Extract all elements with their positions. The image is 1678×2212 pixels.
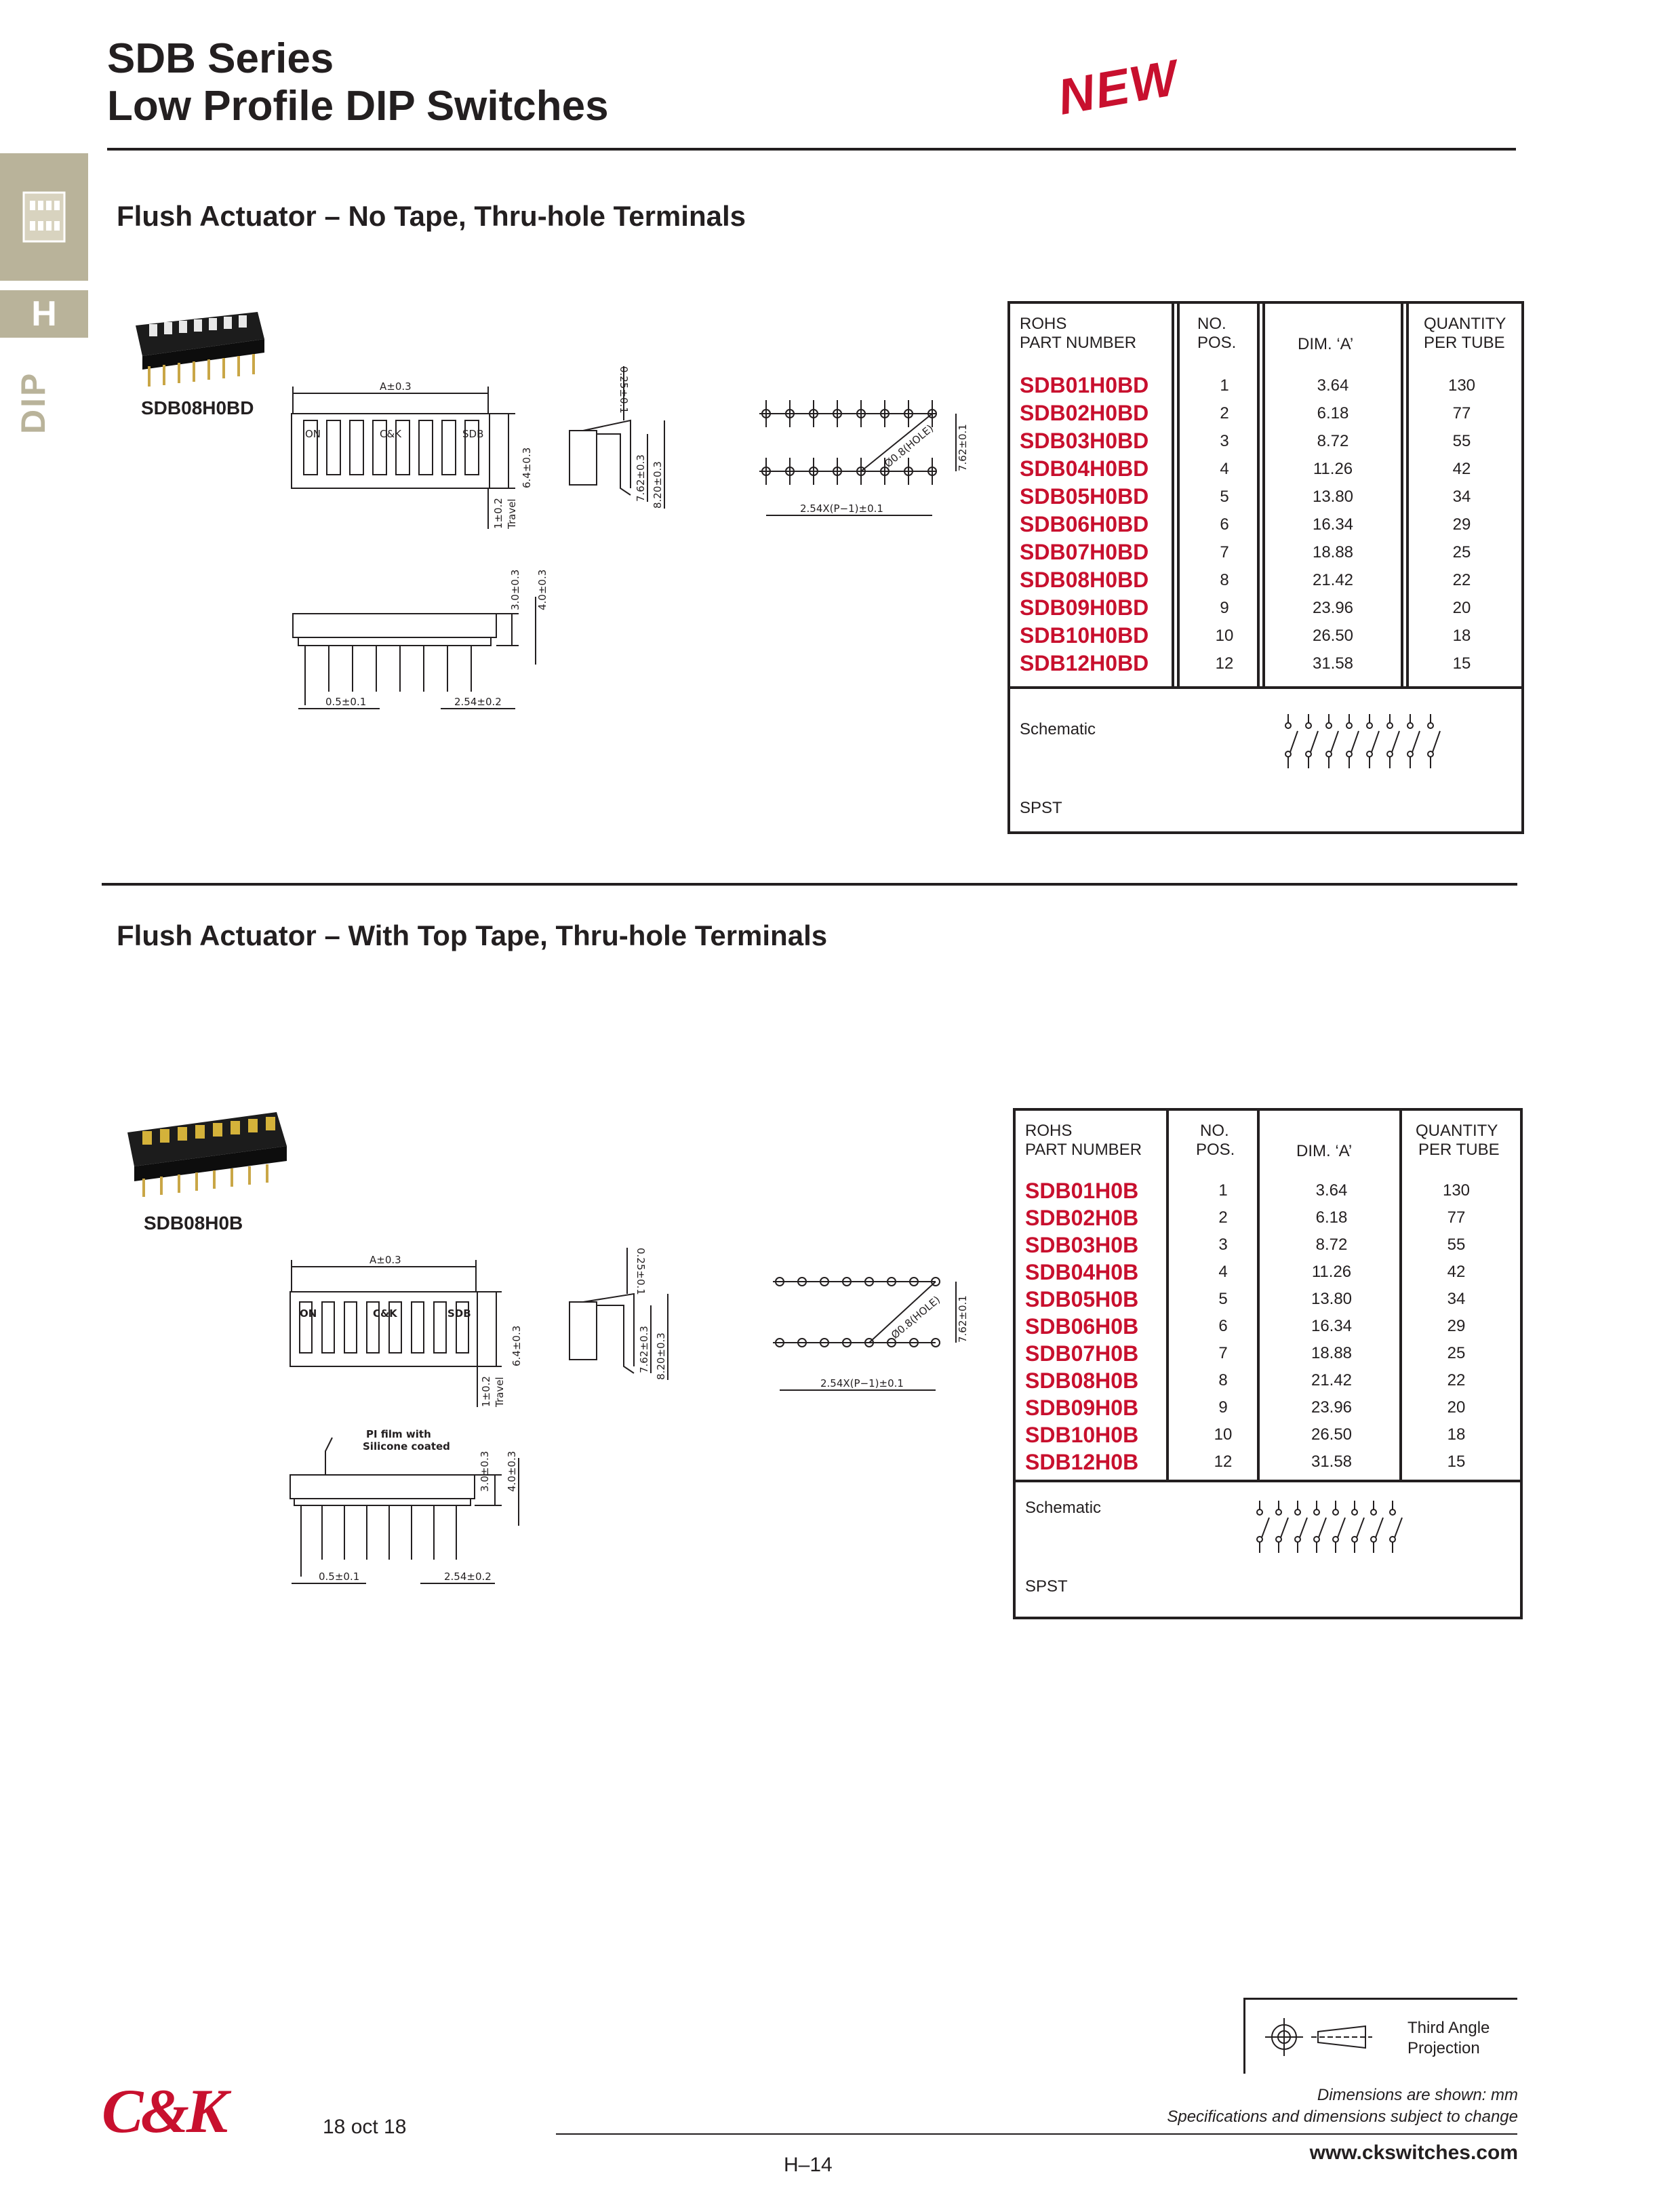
dim-a: 16.34 [1312, 515, 1354, 534]
h1-label: 3.0±0.3 [509, 569, 521, 610]
positions: 3 [1220, 432, 1229, 450]
circuit-type-label: SPST [1025, 1577, 1068, 1596]
projection-top-rule [1243, 1998, 1517, 2000]
projection-left-rule [1243, 1998, 1245, 2074]
qty-per-tube: 130 [1442, 1181, 1471, 1200]
spec-note: Specifications and dimensions subject to change [1167, 2108, 1518, 2126]
qty-per-tube: 15 [1452, 654, 1471, 673]
positions: 5 [1220, 488, 1229, 506]
qty-per-tube: 18 [1447, 1425, 1466, 1444]
qty-per-tube: 29 [1452, 515, 1471, 534]
table-row [1025, 1231, 1520, 1259]
h1-label: 3.0±0.3 [479, 1450, 491, 1492]
positions: 6 [1218, 1317, 1228, 1335]
qty-per-tube: 25 [1452, 543, 1471, 561]
positions: 10 [1215, 627, 1234, 645]
qty-per-tube: 22 [1447, 1371, 1466, 1389]
part-number[interactable]: SDB04H0B [1025, 1260, 1139, 1284]
qty-per-tube: 42 [1452, 460, 1471, 478]
table-row [1020, 650, 1521, 677]
section-divider [102, 883, 1517, 886]
section2-title: Flush Actuator – With Top Tape, Thru-hole Terminals [117, 920, 828, 951]
pitch-label: 2.54X(P−1)±0.1 [820, 1377, 904, 1389]
qty-per-tube: 55 [1452, 432, 1471, 450]
h2-label: 4.0±0.3 [506, 1450, 518, 1492]
ck-logo: C&K [102, 2076, 226, 2146]
qty-per-tube: 55 [1447, 1236, 1466, 1254]
print-date: 18 oct 18 [323, 2116, 407, 2138]
positions: 10 [1214, 1425, 1233, 1444]
part-number[interactable]: SDB02H0BD [1020, 401, 1149, 425]
header-quantity: QUANTITY [1416, 1122, 1498, 1140]
part-number[interactable]: SDB05H0B [1025, 1287, 1139, 1311]
qty-per-tube: 22 [1452, 571, 1471, 589]
brand-label: C&K [380, 428, 402, 440]
page-title-line1: SDB Series [107, 35, 334, 82]
projection-label-2: Projection [1407, 2039, 1480, 2057]
row-label-b: 8.20±0.3 [652, 461, 664, 509]
positions: 2 [1220, 404, 1229, 422]
table-row [1025, 1286, 1520, 1313]
part-number[interactable]: SDB10H0B [1025, 1423, 1139, 1447]
section1-title: Flush Actuator – No Tape, Thru-hole Terminals [117, 200, 746, 232]
dim-a: 31.58 [1312, 654, 1354, 673]
table-row [1020, 538, 1521, 566]
on-label: ON [300, 1307, 317, 1320]
dim-a-label: A±0.3 [369, 1254, 401, 1266]
header-part-number: PART NUMBER [1025, 1141, 1142, 1159]
product-label-2: SDB08H0B [144, 1212, 243, 1233]
header-part-number: PART NUMBER [1020, 334, 1137, 352]
part-number[interactable]: SDB07H0BD [1020, 540, 1149, 564]
header-dim: DIM. ‘A’ [1296, 1142, 1353, 1160]
qty-per-tube: 20 [1447, 1398, 1466, 1417]
row-spacing-label: 7.62±0.1 [957, 1295, 969, 1343]
positions: 8 [1218, 1371, 1228, 1389]
thickness-label: 0.25±0.1 [635, 1248, 647, 1295]
part-number[interactable]: SDB01H0B [1025, 1179, 1139, 1203]
hole-label: Ø0.8(HOLE) [882, 422, 936, 471]
qty-per-tube: 34 [1452, 488, 1471, 506]
dim-a: 6.18 [1317, 404, 1349, 422]
product-label-1: SDB08H0BD [141, 397, 254, 418]
travel-label-b: Travel [506, 498, 518, 529]
qty-per-tube: 77 [1452, 404, 1471, 422]
dim-a: 8.72 [1315, 1236, 1348, 1254]
dim-a: 26.50 [1312, 627, 1354, 645]
footer-rule [556, 2133, 1517, 2135]
part-number[interactable]: SDB01H0BD [1020, 373, 1149, 397]
table-row [1025, 1448, 1520, 1476]
table-row [1025, 1367, 1520, 1394]
positions: 3 [1218, 1236, 1228, 1254]
dip-switch-icon [0, 153, 88, 281]
part-number[interactable]: SDB08H0BD [1020, 568, 1149, 592]
dim-a: 8.72 [1317, 432, 1349, 450]
part-number[interactable]: SDB04H0BD [1020, 456, 1149, 481]
part-number[interactable]: SDB09H0BD [1020, 595, 1149, 620]
table-row [1025, 1421, 1520, 1448]
part-number[interactable]: SDB12H0B [1025, 1450, 1139, 1474]
dim-a: 11.26 [1313, 460, 1353, 478]
table-body-2 [1025, 1177, 1520, 1476]
part-number[interactable]: SDB09H0B [1025, 1396, 1139, 1420]
positions: 4 [1218, 1263, 1228, 1281]
table-row [1020, 372, 1521, 399]
height-label: 6.4±0.3 [521, 447, 533, 488]
row-rule [1010, 686, 1521, 689]
table-row [1025, 1313, 1520, 1340]
dim-a: 11.26 [1311, 1263, 1352, 1281]
dim-a: 6.18 [1315, 1208, 1348, 1227]
table-row [1020, 594, 1521, 622]
series-label: SDB [462, 428, 484, 440]
dim-a: 13.80 [1311, 1290, 1353, 1308]
dim-a: 3.64 [1317, 376, 1349, 395]
mechanical-drawing-1 [285, 353, 970, 719]
positions: 1 [1218, 1181, 1228, 1200]
positions: 12 [1214, 1453, 1233, 1471]
pin-pitch-label: 2.54±0.2 [454, 696, 502, 708]
dim-a: 23.96 [1311, 1398, 1353, 1417]
row-label-a: 7.62±0.3 [635, 454, 647, 502]
third-angle-projection-icon [1264, 2017, 1372, 2057]
schematic-label: Schematic [1025, 1499, 1102, 1517]
sidebar-tab-letter[interactable]: H [0, 290, 88, 338]
positions: 9 [1220, 599, 1229, 617]
header-rule [107, 148, 1516, 151]
part-number[interactable]: SDB06H0BD [1020, 512, 1149, 536]
dim-a: 26.50 [1311, 1425, 1353, 1444]
table-row [1020, 483, 1521, 511]
pin-pitch-label: 2.54±0.2 [444, 1571, 492, 1583]
product-photo-1 [129, 298, 271, 393]
positions: 6 [1220, 515, 1229, 534]
part-number[interactable]: SDB08H0B [1025, 1368, 1139, 1393]
part-number[interactable]: SDB03H0BD [1020, 429, 1149, 453]
dim-a: 3.64 [1315, 1181, 1348, 1200]
projection-box [1243, 1998, 1517, 2074]
product-photo-2 [121, 1099, 297, 1200]
circuit-type-label: SPST [1020, 799, 1062, 817]
qty-per-tube: 25 [1447, 1344, 1466, 1362]
header-pos: POS. [1197, 334, 1237, 352]
qty-per-tube: 77 [1447, 1208, 1466, 1227]
schematic-label: Schematic [1020, 720, 1096, 738]
positions: 7 [1220, 543, 1229, 561]
positions: 7 [1218, 1344, 1228, 1362]
qty-per-tube: 34 [1447, 1290, 1466, 1308]
mechanical-drawing-2 [285, 1234, 970, 1614]
travel-label-b: Travel [494, 1377, 506, 1407]
positions: 5 [1218, 1290, 1228, 1308]
new-badge: NEW [1054, 49, 1183, 125]
dim-a: 18.88 [1311, 1344, 1353, 1362]
part-table-2 [1013, 1108, 1523, 1619]
dim-a: 18.88 [1312, 543, 1354, 561]
header-dim: DIM. ‘A’ [1298, 335, 1354, 353]
dim-a: 23.96 [1312, 599, 1354, 617]
spst-schematic-icon [1253, 1497, 1429, 1565]
part-number[interactable]: SDB05H0BD [1020, 484, 1149, 509]
film-label-a: PI film with [366, 1428, 431, 1440]
table-row [1020, 622, 1521, 650]
table-row [1025, 1177, 1520, 1204]
part-table-1 [1007, 301, 1524, 834]
page-number: H–14 [784, 2154, 833, 2176]
dim-a: 16.34 [1311, 1317, 1353, 1335]
travel-label-a: 1±0.2 [492, 498, 504, 529]
qty-per-tube: 20 [1452, 599, 1471, 617]
dim-a: 21.42 [1312, 571, 1354, 589]
pin-width-label: 0.5±0.1 [319, 1571, 360, 1583]
row-spacing-label: 7.62±0.1 [957, 424, 969, 471]
table-row [1025, 1204, 1520, 1231]
positions: 4 [1220, 460, 1229, 478]
qty-per-tube: 29 [1447, 1317, 1466, 1335]
header-rohs: ROHS [1025, 1122, 1073, 1140]
table-row [1020, 511, 1521, 538]
row-label-b: 8.20±0.3 [655, 1332, 667, 1380]
dim-a: 13.80 [1312, 488, 1354, 506]
h2-label: 4.0±0.3 [536, 569, 548, 610]
row-rule [1016, 1480, 1520, 1482]
table-row [1020, 399, 1521, 427]
table-row [1020, 566, 1521, 594]
header-no: NO. [1200, 1122, 1229, 1140]
website-link[interactable]: www.ckswitches.com [1309, 2141, 1518, 2164]
table-row [1025, 1394, 1520, 1421]
table-row [1020, 455, 1521, 483]
page-title-line2: Low Profile DIP Switches [107, 83, 609, 130]
dim-a: 21.42 [1311, 1371, 1353, 1389]
film-label-b: Silicone coated [363, 1440, 450, 1453]
thickness-label: 0.25±0.1 [618, 366, 630, 414]
positions: 9 [1218, 1398, 1228, 1417]
positions: 12 [1215, 654, 1234, 673]
positions: 2 [1218, 1208, 1228, 1227]
table-body-1 [1020, 372, 1521, 677]
qty-per-tube: 42 [1447, 1263, 1466, 1281]
series-label: SDB [447, 1307, 471, 1320]
part-number[interactable]: SDB10H0BD [1020, 623, 1149, 648]
sidebar-image-tab [0, 153, 88, 281]
travel-label-a: 1±0.2 [480, 1376, 492, 1407]
part-number[interactable]: SDB06H0B [1025, 1314, 1139, 1339]
height-label: 6.4±0.3 [511, 1325, 523, 1366]
dim-a-label: A±0.3 [380, 380, 412, 393]
sidebar-section-label: DIP [14, 371, 52, 434]
part-number[interactable]: SDB12H0BD [1020, 651, 1149, 675]
brand-label: C&K [373, 1307, 397, 1320]
pitch-label: 2.54X(P−1)±0.1 [800, 502, 883, 515]
part-number[interactable]: SDB02H0B [1025, 1206, 1139, 1230]
dim-a: 31.58 [1311, 1453, 1353, 1471]
table-row [1025, 1340, 1520, 1367]
projection-label-1: Third Angle [1407, 2019, 1490, 2037]
header-per-tube: PER TUBE [1424, 334, 1505, 352]
positions: 1 [1220, 376, 1229, 395]
header-per-tube: PER TUBE [1418, 1141, 1500, 1159]
dimensions-note: Dimensions are shown: mm [1317, 2086, 1518, 2104]
table-row [1020, 427, 1521, 455]
qty-per-tube: 130 [1447, 376, 1476, 395]
spst-schematic-icon [1281, 711, 1464, 778]
part-number[interactable]: SDB03H0B [1025, 1233, 1139, 1257]
on-label: ON [305, 428, 321, 440]
positions: 8 [1220, 571, 1229, 589]
part-number[interactable]: SDB07H0B [1025, 1341, 1139, 1366]
header-rohs: ROHS [1020, 315, 1067, 333]
row-label-a: 7.62±0.3 [638, 1326, 650, 1373]
qty-per-tube: 18 [1452, 627, 1471, 645]
hole-label: Ø0.8(HOLE) [889, 1293, 943, 1342]
header-quantity: QUANTITY [1424, 315, 1506, 333]
header-no: NO. [1197, 315, 1226, 333]
pin-width-label: 0.5±0.1 [325, 696, 367, 708]
header-pos: POS. [1196, 1141, 1235, 1159]
table-row [1025, 1259, 1520, 1286]
qty-per-tube: 15 [1447, 1453, 1466, 1471]
